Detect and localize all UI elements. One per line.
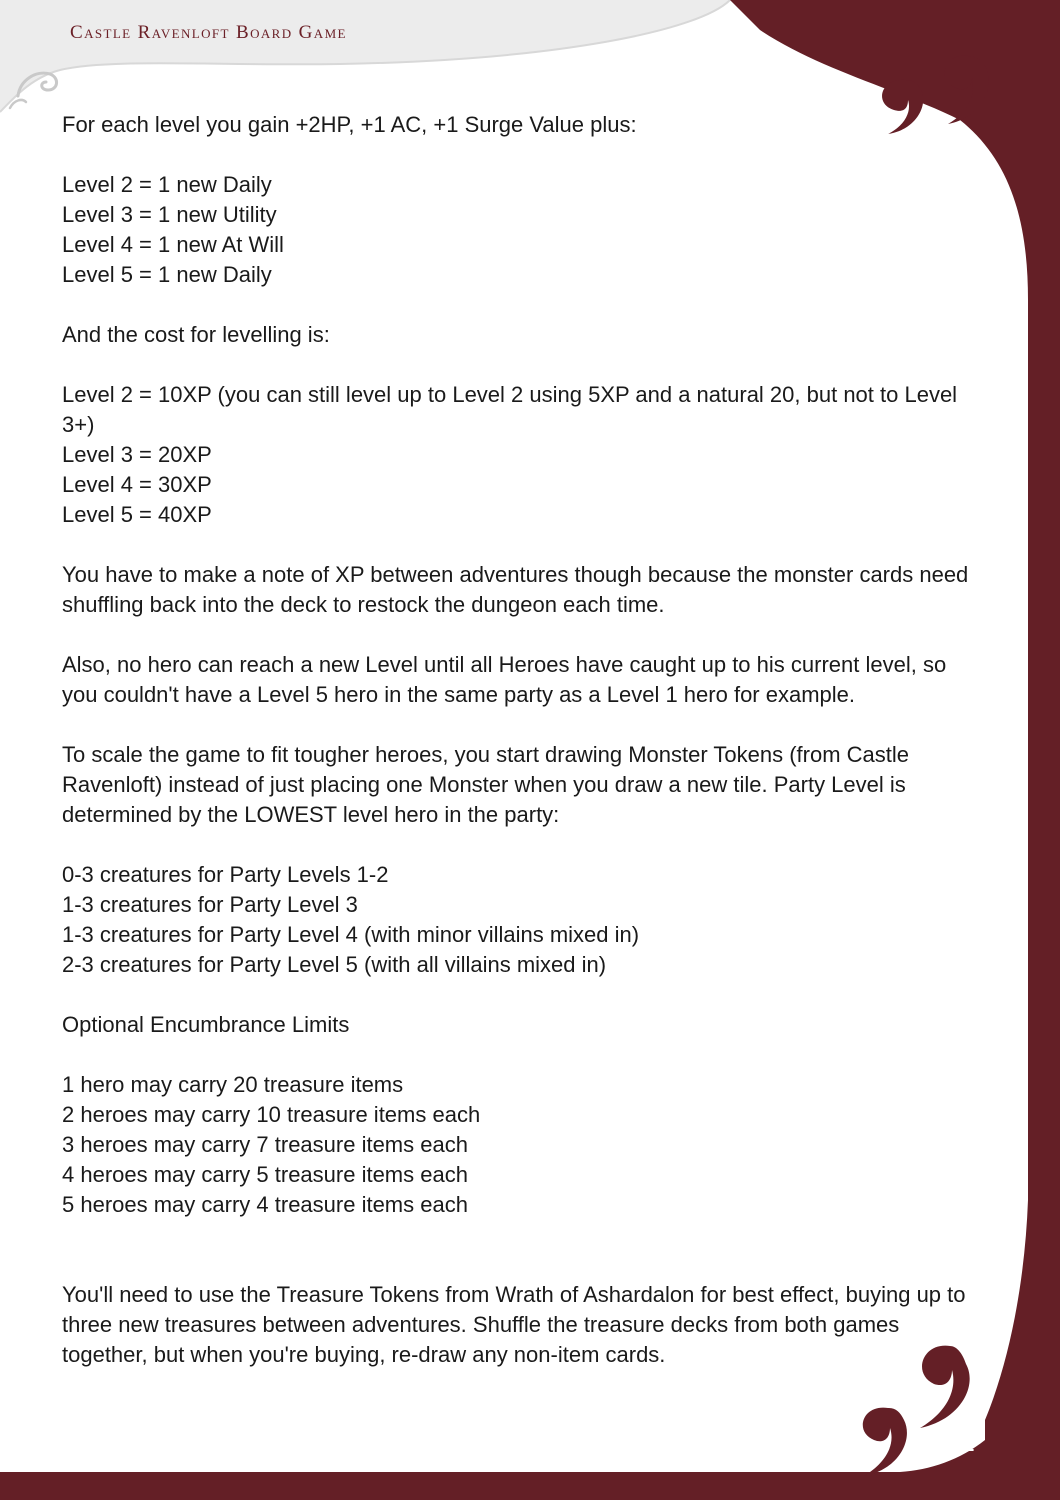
level-gain-item: Level 3 = 1 new Utility: [62, 202, 277, 227]
creature-count-item: 1-3 creatures for Party Level 4 (with minor villains mixed in): [62, 922, 640, 947]
creature-count-item: 1-3 creatures for Party Level 3: [62, 892, 358, 917]
scaling-paragraph: To scale the game to fit tougher heroes, you start drawing Monster Tokens (from Castle Ravenloft) instead of just placing one Monster when you draw a new tile. Party Level is determined by the LOWEST level hero in the party:: [62, 742, 909, 827]
encumbrance-heading: Optional Encumbrance Limits: [62, 1012, 350, 1037]
header-title: Castle Ravenloft Board Game: [70, 22, 347, 43]
treasure-note-paragraph: You'll need to use the Treasure Tokens from Wrath of Ashardalon for best effect, buying up to three new treasures between adventures. Shuffle the treasure decks from both games together, but when you're buying, re-draw any non-item cards.: [62, 1282, 966, 1367]
level-gain-item: Level 2 = 1 new Daily: [62, 172, 272, 197]
encumbrance-limit-item: 5 heroes may carry 4 treasure items each: [62, 1192, 468, 1217]
level-gain-item: Level 4 = 1 new At Will: [62, 232, 284, 257]
level-gains-list: [62, 170, 982, 290]
cost-intro-paragraph: And the cost for levelling is:: [62, 322, 330, 347]
creature-counts-list: [62, 860, 982, 980]
level-cost-item: Level 5 = 40XP: [62, 502, 212, 527]
level-cost-item: Level 4 = 30XP: [62, 472, 212, 497]
page-number: 2: [962, 1428, 975, 1457]
page-body: [62, 110, 982, 1370]
header-flourish-2: [10, 100, 26, 108]
level-cost-item: Level 3 = 20XP: [62, 442, 212, 467]
creature-count-item: 0-3 creatures for Party Levels 1-2: [62, 862, 389, 887]
encumbrance-limit-item: 2 heroes may carry 10 treasure items each: [62, 1102, 481, 1127]
xp-note-paragraph: You have to make a note of XP between adventures though because the monster cards need shuffling back into the deck to restock the dungeon each time.: [62, 562, 969, 617]
encumbrance-limits-list: [62, 1070, 982, 1220]
level-costs-list: [62, 380, 982, 530]
encumbrance-limit-item: 3 heroes may carry 7 treasure items each: [62, 1132, 468, 1157]
header-band: [0, 0, 730, 112]
encumbrance-limit-item: 4 heroes may carry 5 treasure items each: [62, 1162, 468, 1187]
level-cost-item: Level 2 = 10XP (you can still level up to Level 2 using 5XP and a natural 20, but not to Level 3+): [62, 382, 958, 437]
level-rule-paragraph: Also, no hero can reach a new Level until all Heroes have caught up to his current level, so you couldn't have a Level 5 hero in the same party as a Level 1 hero for example.: [62, 652, 947, 707]
encumbrance-limit-item: 1 hero may carry 20 treasure items: [62, 1072, 404, 1097]
level-gain-item: Level 5 = 1 new Daily: [62, 262, 272, 287]
ornament-bottom-left: [863, 1408, 907, 1476]
intro-paragraph: For each level you gain +2HP, +1 AC, +1 Surge Value plus:: [62, 112, 637, 137]
creature-count-item: 2-3 creatures for Party Level 5 (with all villains mixed in): [62, 952, 607, 977]
